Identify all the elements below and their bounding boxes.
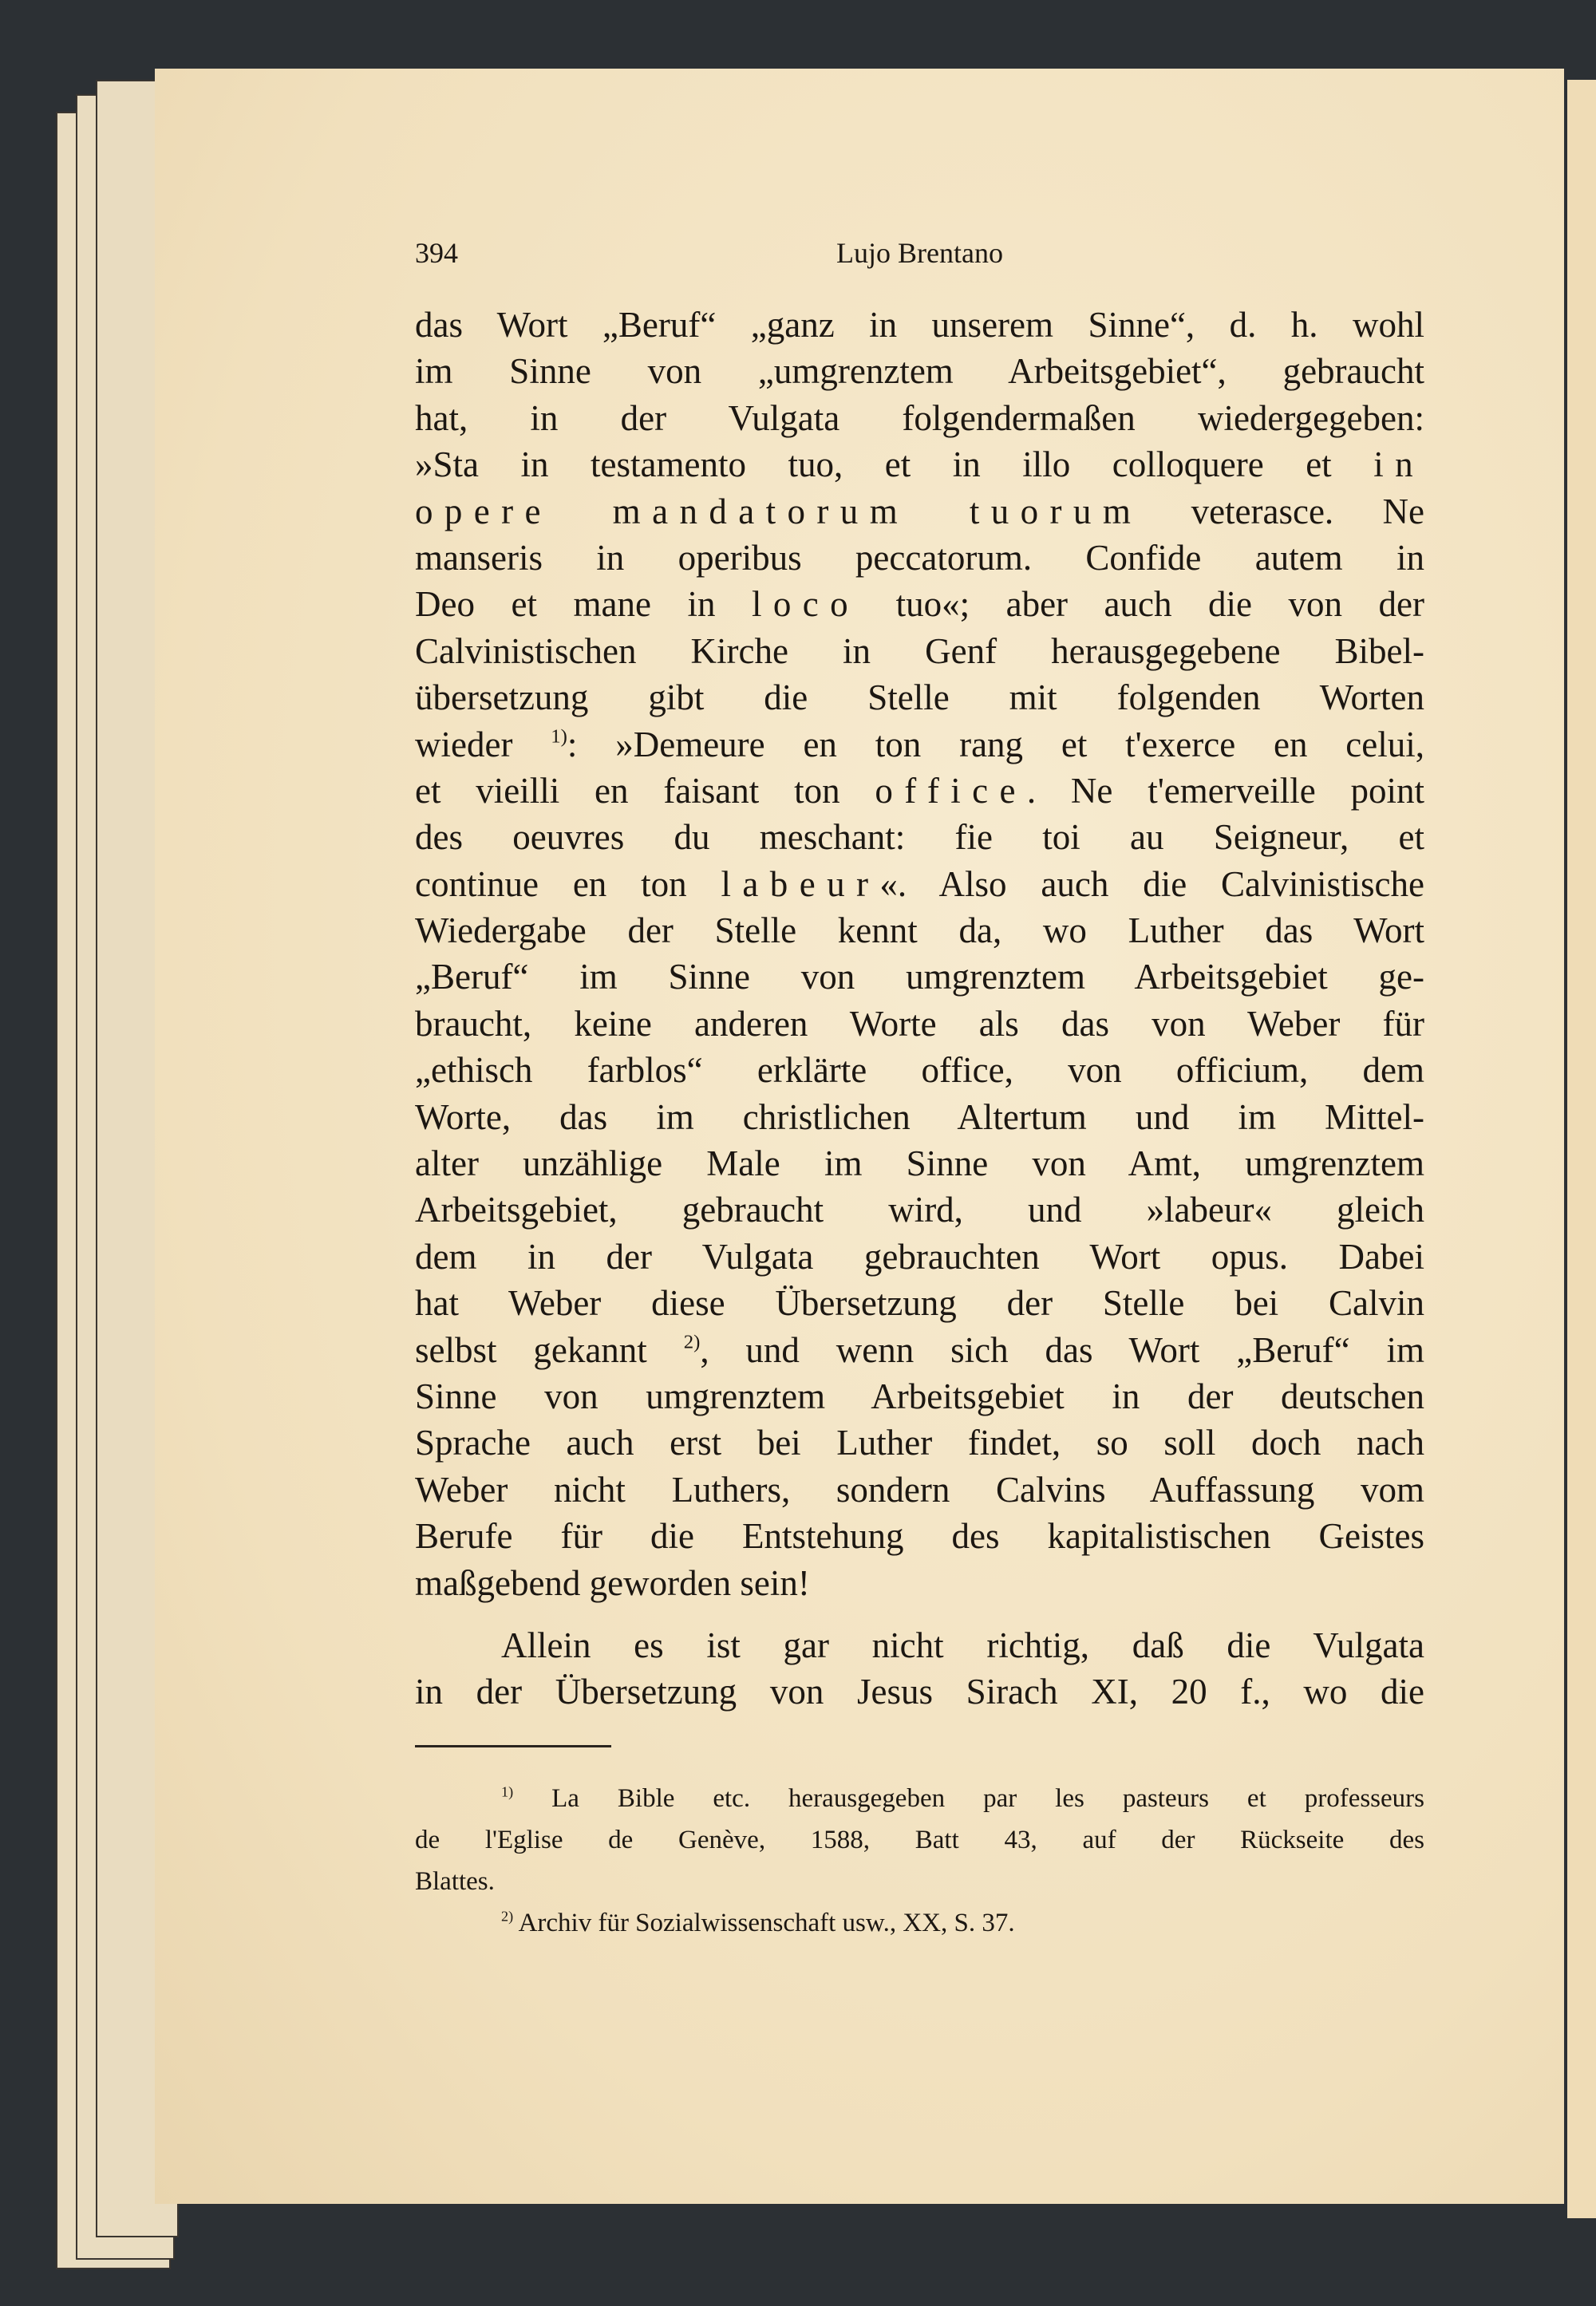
text-line — [415, 1327, 1424, 1373]
text-line — [415, 674, 1424, 721]
body-text — [415, 302, 1424, 1716]
text-segment: Sinne von umgrenztem Arbeitsgebiet in der deutschen — [415, 1376, 1424, 1416]
text-segment: „ethisch farblos“ erklärte office, von officium, dem — [415, 1050, 1424, 1091]
text-line — [415, 1668, 1424, 1715]
text-segment: Calvinistischen Kirche in Genf herausgegebene Bibel- — [415, 630, 1424, 671]
text-segment: continue en ton — [415, 863, 721, 904]
footnotes — [415, 1778, 1424, 1944]
text-segment: hat Weber diese Übersetzung der Stelle bei Calvin — [415, 1283, 1424, 1324]
text-segment: . Ne t'emerveille point — [1026, 770, 1424, 811]
text-segment: braucht, keine anderen Worte als das von Weber für — [415, 1003, 1424, 1044]
spaced-text: in — [1373, 444, 1424, 485]
text-segment: hat, in der Vulgata folgendermaßen wiedergegeben: — [415, 397, 1424, 438]
footnote-text: Blattes. — [415, 1867, 495, 1896]
text-line — [415, 1420, 1424, 1466]
text-line — [415, 814, 1424, 860]
text-line — [415, 395, 1424, 441]
text-segment: , und wenn sich das Wort „Beruf“ im — [700, 1329, 1425, 1370]
text-line — [415, 441, 1424, 488]
spaced-text: labeur — [721, 863, 880, 904]
text-line — [415, 1560, 1424, 1606]
text-segment: das Wort „Beruf“ „ganz in unserem Sinne“, d. h. wohl — [415, 305, 1424, 345]
text-segment: wieder — [415, 724, 551, 764]
text-segment: Weber nicht Luthers, sondern Calvins Auffassung vom — [415, 1469, 1424, 1510]
footnote — [415, 1778, 1424, 1902]
footnote-rule — [415, 1745, 611, 1747]
text-line — [415, 721, 1424, 768]
text-segment: Arbeitsgebiet, gebraucht wird, und »labeur« gleich — [415, 1190, 1424, 1230]
text-segment: Sprache auch erst bei Luther findet, so soll doch nach — [415, 1423, 1424, 1463]
footnote-text: de l'Eglise de Genève, 1588, Batt 43, auf der Rückseite des — [415, 1826, 1424, 1854]
text-line — [415, 1373, 1424, 1420]
text-segment: maßgebend geworden sein! — [415, 1562, 810, 1603]
text-segment: übersetzung gibt die Stelle mit folgenden Worten — [415, 677, 1424, 718]
footnote-text: Archiv für Sozialwissenschaft usw., XX, S. 37. — [518, 1909, 1015, 1937]
spaced-text: loco — [751, 584, 860, 625]
text-segment: Worte, das im christlichen Altertum und im Mittel- — [415, 1096, 1424, 1137]
text-segment: : »Demeure en ton rang et t'exerce en celui, — [567, 724, 1424, 764]
text-segment: selbst gekannt — [415, 1329, 684, 1370]
text-segment: im Sinne von „umgrenztem Arbeitsgebiet“, gebraucht — [415, 351, 1424, 392]
text-line — [415, 1280, 1424, 1326]
text-line — [415, 302, 1424, 348]
text-line — [415, 1187, 1424, 1233]
page-number: 394 — [415, 237, 458, 269]
text-line — [415, 488, 1424, 535]
text-segment: manseris in operibus peccatorum. Confide autem in — [415, 537, 1424, 578]
text-segment: Deo et mane in — [415, 584, 752, 625]
text-line — [415, 1001, 1424, 1047]
text-line — [415, 1047, 1424, 1093]
running-title: Lujo Brentano — [836, 237, 1003, 269]
text-segment: in der Übersetzung von Jesus Sirach XI, 20 f., wo die — [415, 1672, 1424, 1712]
footnote-ref: 2) — [683, 1331, 701, 1353]
text-segment: tuo«; aber auch die von der — [859, 584, 1424, 625]
footnote-line — [415, 1902, 1424, 1944]
spaced-text: opere mandatorum tuorum — [415, 491, 1143, 531]
spaced-text: office — [875, 770, 1027, 811]
text-segment: et vieilli en faisant ton — [415, 770, 875, 811]
text-line — [415, 628, 1424, 674]
text-segment: dem in der Vulgata gebrauchten Wort opus. Dabei — [415, 1236, 1424, 1277]
text-line — [415, 581, 1424, 627]
footnote-line — [415, 1778, 1424, 1819]
text-segment: Berufe für die Entstehung des kapitalistischen Geistes — [415, 1516, 1424, 1557]
text-line — [415, 954, 1424, 1000]
text-segment: Wiedergabe der Stelle kennt da, wo Luther das Wort — [415, 910, 1424, 951]
text-line — [415, 1094, 1424, 1140]
text-line — [415, 768, 1424, 814]
text-line — [415, 1234, 1424, 1280]
footnote-mark: 2) — [501, 1908, 514, 1925]
footnote — [415, 1902, 1424, 1944]
text-line — [415, 861, 1424, 907]
text-line — [415, 535, 1424, 581]
text-segment: Allein es ist gar nicht richtig, daß die Vulgata — [501, 1625, 1424, 1665]
footnote-line — [415, 1819, 1424, 1861]
text-line — [415, 1140, 1424, 1187]
text-line — [415, 1622, 1424, 1668]
text-line — [415, 907, 1424, 954]
text-segment: veterasce. Ne — [1142, 491, 1424, 531]
text-line — [415, 348, 1424, 394]
text-segment: des oeuvres du meschant: fie toi au Seigneur, et — [415, 817, 1424, 858]
text-segment: «. Also auch die Calvinistische — [879, 863, 1425, 904]
next-page-edge — [1566, 80, 1596, 2218]
footnote-line — [415, 1861, 1424, 1902]
text-line — [415, 1467, 1424, 1513]
page-header — [415, 236, 1424, 276]
footnote-ref: 1) — [551, 725, 567, 748]
text-segment: »Sta in testamento tuo, et in illo colloquere et — [415, 444, 1374, 485]
text-line — [415, 1513, 1424, 1559]
text-segment: „Beruf“ im Sinne von umgrenztem Arbeitsgebiet ge- — [415, 957, 1424, 997]
text-segment: alter unzählige Male im Sinne von Amt, umgrenztem — [415, 1143, 1424, 1184]
footnote-text: La Bible etc. herausgegeben par les pasteurs et professeurs — [551, 1784, 1424, 1813]
footnote-mark: 1) — [501, 1783, 514, 1800]
